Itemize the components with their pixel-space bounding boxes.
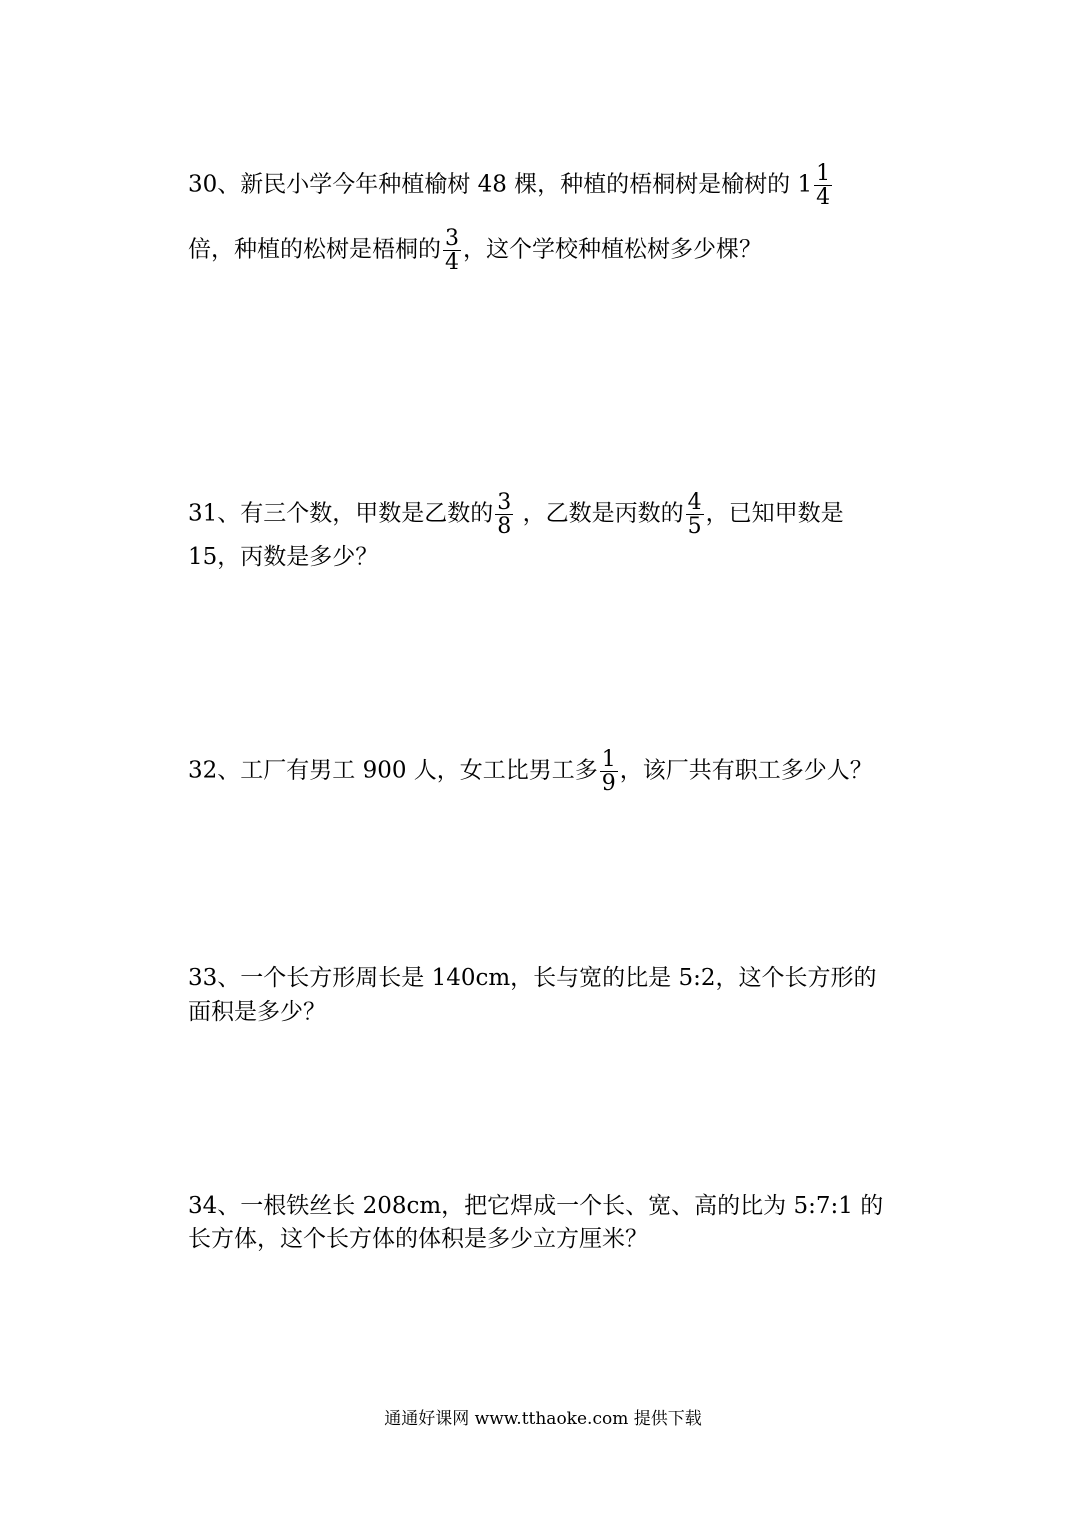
fraction <box>495 491 513 538</box>
page-footer: 通通好课网 www.tthaoke.com 提供下载 <box>384 1409 702 1429</box>
question-30-line-2 <box>188 227 903 274</box>
question-33-line-2: 面积是多少？ <box>188 999 326 1025</box>
question-text: ，这个学校种植松树多少棵？ <box>463 236 762 263</box>
fraction-numerator: 1 <box>601 747 616 772</box>
fraction-denominator: 4 <box>445 250 459 275</box>
fraction-denominator: 9 <box>601 771 616 796</box>
question-31-line-1 <box>188 491 903 538</box>
question-34-line-1: 34、一根铁丝长 208cm，把它焊成一个长、宽、高的比为 5:7:1 的 <box>188 1193 884 1219</box>
question-34-line-2: 长方体，这个长方体的体积是多少立方厘米？ <box>188 1226 648 1252</box>
fraction <box>443 227 461 274</box>
fraction-numerator: 4 <box>687 490 702 515</box>
question-text: ，已知甲数是 <box>705 500 844 527</box>
question-text: 31、有三个数，甲数是乙数的 <box>188 500 494 527</box>
question-30-line-1 <box>188 162 903 209</box>
fraction <box>814 162 832 209</box>
question-text: ，该厂共有职工多少人？ <box>619 757 873 784</box>
question-32-line-1 <box>188 748 903 795</box>
mixed-number-whole: 1 <box>797 171 813 198</box>
question-text: 30、新民小学今年种植榆树 48 棵，种植的梧桐树是榆树的 <box>188 171 798 198</box>
question-text: 倍，种植的松树是梧桐的 <box>188 236 441 263</box>
fraction <box>600 748 618 795</box>
question-text: 32、工厂有男工 900 人，女工比男工多 <box>188 757 598 784</box>
fraction-denominator: 8 <box>497 514 512 539</box>
fraction-numerator: 3 <box>497 490 512 515</box>
fraction-numerator: 1 <box>816 161 831 186</box>
fraction-denominator: 5 <box>687 514 702 539</box>
fraction <box>686 491 704 538</box>
question-31-line-2: 15，丙数是多少？ <box>188 544 379 570</box>
question-text: ，乙数是丙数的 <box>515 500 684 527</box>
fraction-numerator: 3 <box>445 226 459 251</box>
question-33-line-1: 33、一个长方形周长是 140cm，长与宽的比是 5:2，这个长方形的 <box>188 965 877 991</box>
fraction-denominator: 4 <box>816 185 831 210</box>
